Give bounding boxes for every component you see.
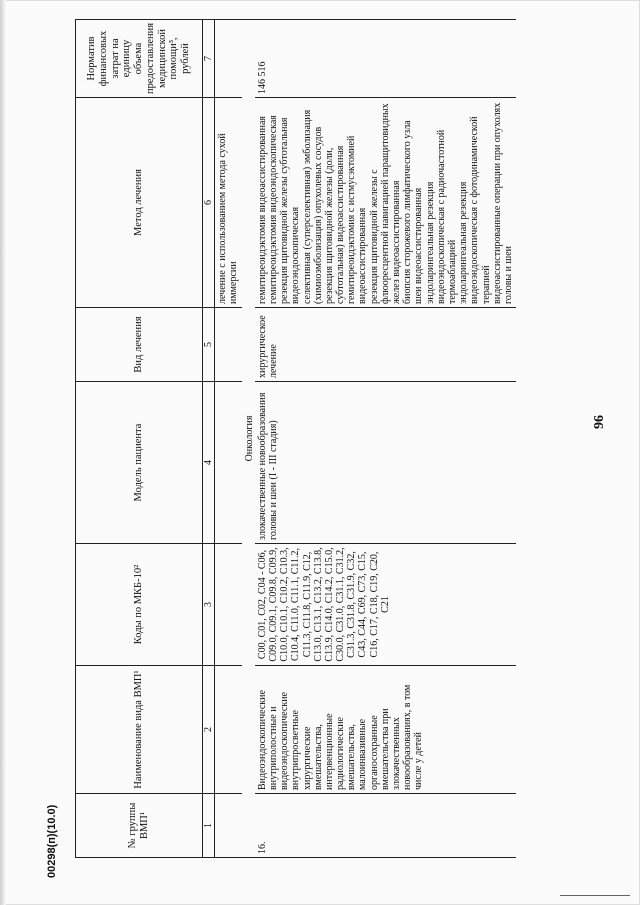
header-treatment-type: Вид лечения — [76, 308, 203, 382]
header-cost-standard: Норматив финансовых затрат на единицу объема предоставления медицинской помощи³, рублей — [76, 20, 203, 98]
method-item: резекция щитовидной железы субтотальная видеоэндоскопическая — [279, 117, 302, 304]
continuation-row — [215, 20, 242, 858]
header-patient-model: Модель пациента — [76, 382, 203, 544]
vmp-table — [75, 19, 516, 858]
column-number: 1 — [203, 794, 215, 858]
patient-model: злокачественные новообразования головы и шеи (I - III стадия) — [255, 382, 516, 544]
header-vmp-name: Наименование вида ВМП¹ — [76, 666, 203, 794]
method-item: резекция щитовидной железы (доли, субтотальная) видеоассистированная — [323, 145, 347, 304]
section-row — [242, 20, 255, 858]
method-item: эндоларингеальная резекция видеоэндоскопическая с радиочастотной термоаблацией — [424, 129, 458, 304]
treatment-type: хирургическое лечение — [255, 308, 516, 382]
method-item: эндоларингеальная резекция видеоэндоскопическая с фотодинамической терапией — [458, 116, 492, 304]
column-number: 7 — [203, 20, 215, 98]
column-number: 6 — [203, 98, 215, 308]
cost-value: 146 516 — [255, 20, 516, 98]
method-item: гемитиреоидэктомия с истмусэктомией видеоассистированная — [346, 135, 369, 304]
rotated-content — [46, 4, 630, 884]
column-number: 5 — [203, 308, 215, 382]
column-number: 4 — [203, 382, 215, 544]
page-number: 96 — [592, 415, 607, 429]
treatment-methods — [255, 98, 516, 308]
header-icd-codes: Коды по МКБ-10² — [76, 544, 203, 666]
method-item: селективная (суперселективная) эмболизация (химиоэмболизация) опухолевых сосудов — [301, 109, 324, 304]
table-row — [255, 20, 516, 858]
scan-mark-line — [560, 895, 630, 896]
column-number-row — [203, 20, 215, 858]
table-header-row — [76, 20, 203, 858]
header-treatment-method: Метод лечения — [76, 98, 203, 308]
scan-edge-shadow — [0, 0, 6, 905]
column-number: 2 — [203, 666, 215, 794]
group-number: 16. — [255, 794, 516, 858]
method-item: гемитиреоидэктомия видеоассистированная — [256, 116, 268, 304]
method-item: гемитиреоидэктомия видеоэндоскопическая — [267, 115, 279, 304]
section-title: Онкология — [242, 20, 255, 858]
continuation-method: лечение с использованием метода сухой иммерсии — [215, 98, 242, 308]
column-number: 3 — [203, 544, 215, 666]
vmp-name: Видеоэндоскопические внутриполостные и видеоэндоскопические внутрипросветные хирургические вмешательства, интервенционные радиологические вмешательства, малоинвазивные органосохранные вмешательства при злокачественных новообразованиях, в том числе у детей — [255, 666, 516, 794]
method-item: видеоассистированные операции при опухолях головы и шеи — [491, 102, 514, 304]
header-group-number: № группы ВМП¹ — [76, 794, 203, 858]
method-item: биопсия сторожевого лимфатического узла шеи видеоассистированная — [402, 120, 425, 304]
method-item: резекция щитовидной железы с флюоресцентной навигацией паращитовидных желез видеоассистированная — [368, 103, 402, 304]
icd-codes: C00, C01, C02, C04 - C06, C09.0, C09.1, C09.8, C09.9, C10.0, C10.1, C10.2, C10.3, C10.4, C11.0, C11.1, C11.2, C11.3, C11.8, C11.9, C12, C13.0, C13.1, C13.2, C13.8, C13.9, C14.0, C14.2, C15.0, C30.0, C31.0, C31.1, C31.2, C31.3, C31.8, C31.9, C32, C43, C44, C69, C73, C15, C16, C17, C18, C19, C20, C21 — [255, 544, 516, 666]
document-code: 00298(п)(10.0) — [46, 804, 58, 878]
